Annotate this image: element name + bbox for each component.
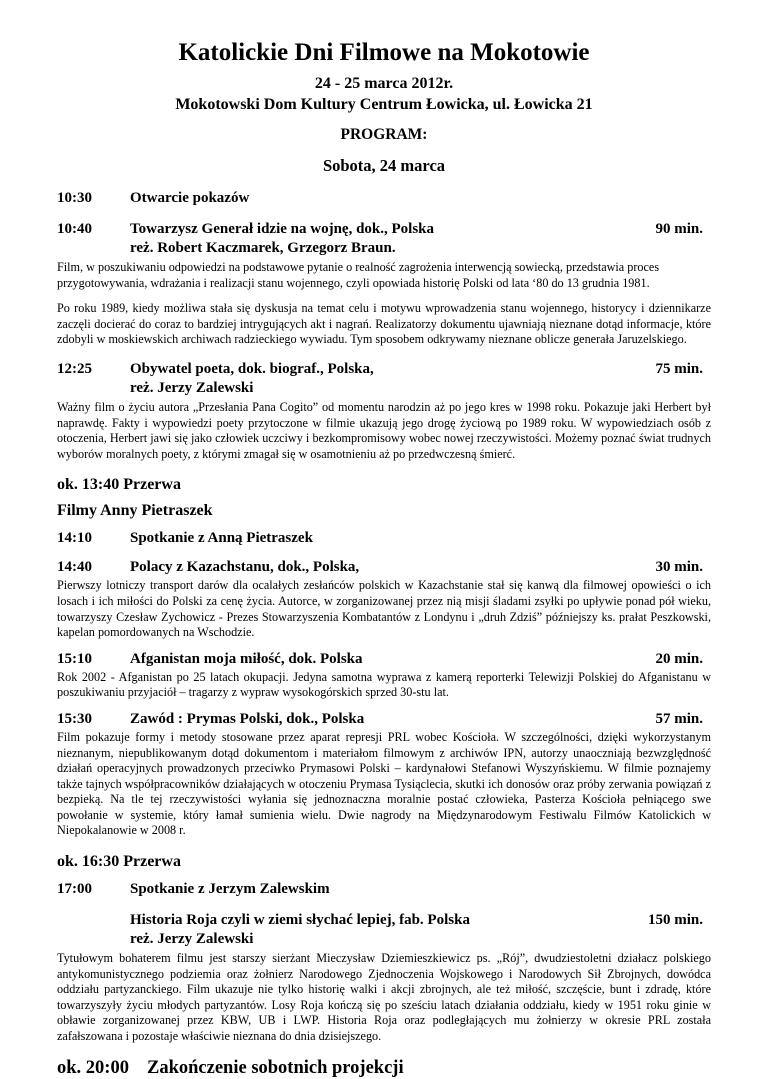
item-title: Towarzysz Generał idzie na wojnę, dok., Polska xyxy=(130,221,435,237)
break-label: ok. 16:30 Przerwa xyxy=(57,853,181,871)
schedule-row xyxy=(57,360,711,398)
item-title: Spotkanie z Jerzym Zalewskim xyxy=(130,881,330,898)
item-director: reż. Jerzy Zalewski xyxy=(130,931,254,948)
page-title: Katolickie Dni Filmowe na Mokotowie xyxy=(178,39,590,66)
item-title: Spotkanie z Anną Pietraszek xyxy=(130,530,313,547)
item-duration: 20 min. xyxy=(655,650,703,667)
item-time: 15:10 xyxy=(57,650,92,667)
item-title: Otwarcie pokazów xyxy=(130,190,250,206)
item-time: 15:30 xyxy=(57,710,92,727)
event-venue: Mokotowski Dom Kultury Centrum Łowicka, ul. Łowicka 21 xyxy=(175,96,593,113)
item-description: Pierwszy lotniczy transport darów dla ocalałych zesłańców polskich w Kazachstanie stał się kanwą dla filmowej opowieści o ich losach i ich miłości do Polski za cenę życia. Autorce, w zorganizowanej przez nią misji śladami zsyłki po upływie ponad pół wieku, towarzyszy Czesław Zychowicz - Prezes Stowarzyszenia Kombatantów z Londynu i „druh Zdziś” późniejszy ks. prałat Peszkowski, kapelan pomordowanych na Wschodzie. xyxy=(57,578,711,640)
item-duration: 75 min. xyxy=(655,360,703,377)
item-title: Afganistan moja miłość, dok. Polska xyxy=(130,650,363,667)
item-director: reż. Jerzy Zalewski xyxy=(130,379,254,396)
event-dates: 24 - 25 marca 2012r. xyxy=(314,75,454,92)
schedule-row xyxy=(57,220,711,258)
schedule-row xyxy=(57,189,711,208)
section-heading: Filmy Anny Pietraszek xyxy=(57,502,213,520)
item-duration: 150 min. xyxy=(647,912,703,929)
item-description: Rok 2002 - Afganistan po 25 latach okupacji. Jedyna samotna wyprawa z kamerą reporterki Telewizji Polskiej do Afganistanu w poszukiwaniu przyjaciół – tragarzy z wypraw wysokogórskich sprzed 30-stu lat. xyxy=(57,669,711,700)
item-description: Film, w poszukiwaniu odpowiedzi na podstawowe pytanie o realność zagrożenia interwencją sowiecką, przedstawia proces przygotowywania, wdrażania i realizacji stanu wojennego, czyli opowiada historię Polski od lata ‘80 do 13 grudnia 1981. xyxy=(57,260,660,290)
item-title: Polacy z Kazachstanu, dok., Polska, xyxy=(130,559,360,576)
item-duration: 57 min. xyxy=(655,710,703,727)
item-duration: 30 min. xyxy=(655,559,703,576)
schedule-row xyxy=(57,880,711,899)
item-time: 12:25 xyxy=(57,360,92,377)
schedule-row xyxy=(57,650,711,669)
schedule-row xyxy=(57,558,711,577)
closing-label: Zakończenie sobotnich projekcji xyxy=(147,1057,404,1078)
item-title: Obywatel poeta, dok. biograf., Polska, xyxy=(130,360,374,377)
schedule-row xyxy=(57,911,711,949)
item-duration: 90 min. xyxy=(655,221,703,237)
item-title: Zawód : Prymas Polski, dok., Polska xyxy=(130,710,365,727)
closing-row xyxy=(57,1057,711,1079)
program-label: PROGRAM: xyxy=(340,126,428,143)
item-time: 14:10 xyxy=(57,530,92,547)
schedule-row xyxy=(57,710,711,729)
item-description: Ważny film o życiu autora „Przesłania Pana Cogito” od momentu narodzin aż po jego kres w 1998 roku. Pokazuje jaki Herbert był naprawdę. Fakty i wypowiedzi poety przytoczone w filmie ukazują jego drogę życiową po 1989 roku. W wypowiedziach osób z otoczenia, Herbert jawi się jako człowiek uczciwy i bezkompromisowy wobec nowej rzeczywistości. Możemy poznać świat trudnych wyborów moralnych poety, z którymi zmagał się w osamotnieniu aż po przedwczesną śmierć. xyxy=(57,399,711,461)
item-description: Film pokazuje formy i metody stosowane przez aparat represji PRL wobec Kościoła. W szczególności, dzięki wykorzystanym nieznanym, niepublikowanym dotąd dokumentom i materiałom filmowym z archiwów IPN, autorzy unaoczniają bezwzględność działań operacyjnych prowadzonych przeciwko Prymasowi Polski – kardynałowi Stefanowi Wyszyńskiemu. W filmie poznajemy także tajnych współpracowników działających w otoczeniu Prymasa Tysiąclecia, skutki ich donosów oraz próby zerwania powiązań z bezpieką. Na tle tej rzeczywistości wyłania się jednoznaczna moralnie postać człowieka, Pasterza Kościoła pełniącego swe powołanie w systemie, który łamał sumienia wielu. Dwie nagrody na Międzynarodowym Festiwalu Filmów Katolickich w Niepokalanowie w 2008 r. xyxy=(57,729,711,838)
item-time: 10:40 xyxy=(57,221,92,237)
day-heading: Sobota, 24 marca xyxy=(322,156,446,175)
item-director: reż. Robert Kaczmarek, Grzegorz Braun. xyxy=(130,240,396,256)
item-time: 10:30 xyxy=(57,190,92,206)
item-description: Po roku 1989, kiedy możliwa stała się dyskusja na temat celu i motywu wprowadzenia stanu wojennego, historycy i dziennikarze zaczęli docierać do coraz to bardziej intrygujących akt i nagrań. Realizatorzy dokumentu ujawniają nieznane dotąd informacje, które zdobyli w moskiewskich archiwach radzieckiego wywiadu. Tym sposobem odkrywamy nieznane oblicze generała Jaruzelskiego. xyxy=(57,301,711,347)
break-label: ok. 13:40 Przerwa xyxy=(57,476,181,494)
closing-time: ok. 20:00 xyxy=(57,1057,129,1078)
schedule-row xyxy=(57,529,711,548)
item-title: Historia Roja czyli w ziemi słychać lepiej, fab. Polska xyxy=(130,912,470,929)
item-time: 14:40 xyxy=(57,559,92,576)
item-description: Tytułowym bohaterem filmu jest starszy sierżant Mieczysław Dziemieszkiewicz ps. „Rój”, dwudziestoletni działacz polskiego antykomunistycznego podziemia oraz żołnierz Narodowego Zjednoczenia Wojskowego i Narodowych Sił Zbrojnych, dowódca oddziału partyzanckiego. Film ukazuje nie tylko historię walki i akcji zbrojnych, ale też miłość, szczęście, bunt i zdradę, które towarzyszyły życiu młodych partyzantów. Losy Roja kończą się po sześciu latach działania oddziału, kiedy w 1951 roku ginie w obławie zorganizowanej przez KBW, UB i LWP. Historia Roja oraz podległających mu żołnierzy w okresie PRL została zafałszowana i pozostaje właściwie nieznana do dnia dzisiejszego. xyxy=(57,951,711,1044)
item-time: 17:00 xyxy=(57,881,92,898)
